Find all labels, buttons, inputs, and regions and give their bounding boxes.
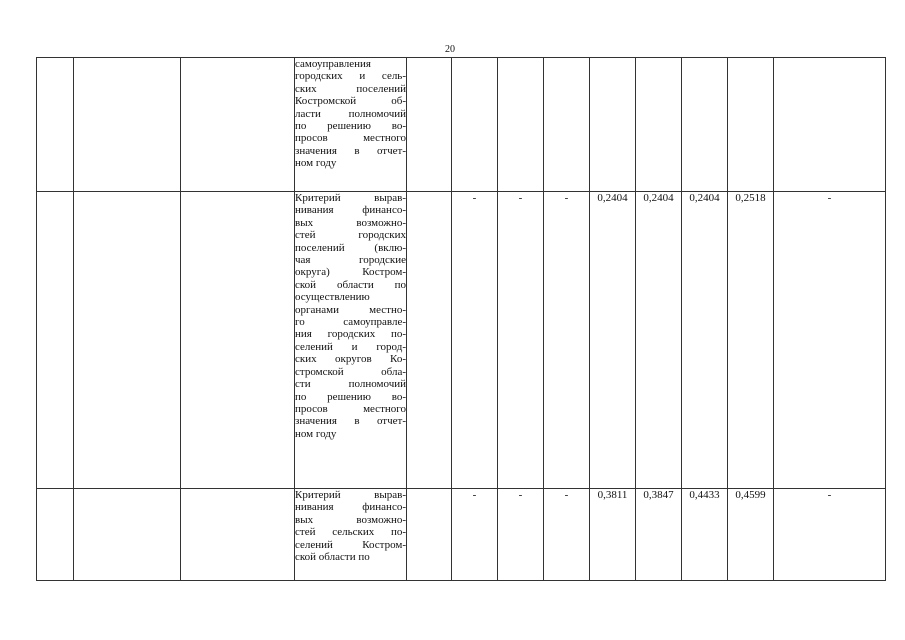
program-cell bbox=[181, 58, 295, 192]
criterion-line: самоуправления bbox=[295, 58, 371, 70]
value-cell bbox=[728, 58, 774, 192]
value-cell: - bbox=[498, 489, 544, 581]
criterion-cell bbox=[295, 192, 407, 489]
value-cell: - bbox=[544, 489, 590, 581]
note-cell: - bbox=[774, 192, 886, 489]
value-cell: 0,2518 bbox=[728, 192, 774, 489]
value-cell: - bbox=[452, 489, 498, 581]
criterion-line: Критерий вырав- bbox=[295, 192, 406, 204]
value-cell: 0,3811 bbox=[590, 489, 636, 581]
criterion-line: по решению во- bbox=[295, 120, 406, 133]
value-cell bbox=[636, 58, 682, 192]
criterion-cell bbox=[295, 489, 407, 581]
criterion-line: чая городские bbox=[295, 254, 406, 267]
criterion-line: ских округов Ко- bbox=[295, 353, 406, 366]
value-cell bbox=[407, 58, 452, 192]
number-cell bbox=[37, 192, 74, 489]
criterion-line: стей сельских по- bbox=[295, 526, 406, 539]
criterion-line: нивания финансо- bbox=[295, 501, 406, 514]
value-cell bbox=[590, 58, 636, 192]
value-cell: 0,3847 bbox=[636, 489, 682, 581]
criterion-line: ном году bbox=[295, 427, 337, 440]
value-cell: 0,2404 bbox=[636, 192, 682, 489]
criterion-line: вых возможно- bbox=[295, 216, 406, 229]
criterion-line: селений Костром- bbox=[295, 538, 406, 551]
criterion-line: поселений (вклю- bbox=[295, 241, 406, 254]
value-cell: - bbox=[452, 192, 498, 489]
value-cell bbox=[452, 58, 498, 192]
criterion-line: го самоуправле- bbox=[295, 316, 406, 329]
criterion-line: осуществлению bbox=[295, 291, 370, 304]
value-cell: 0,2404 bbox=[682, 192, 728, 489]
criterion-line: ласти полномочий bbox=[295, 107, 406, 120]
criterion-line: ской области по bbox=[295, 278, 406, 291]
criterion-line: городских и сель- bbox=[295, 70, 406, 83]
value-cell: 0,4433 bbox=[682, 489, 728, 581]
criterion-line: нивания финансо- bbox=[295, 204, 406, 217]
value-cell: 0,2404 bbox=[590, 192, 636, 489]
criterion-line: значения в отчет- bbox=[295, 415, 406, 428]
criterion-line: ном году bbox=[295, 157, 337, 170]
note-cell: - bbox=[774, 489, 886, 581]
criterion-line: сти полномочий bbox=[295, 378, 406, 391]
value-cell bbox=[682, 58, 728, 192]
page-number: 20 bbox=[445, 44, 455, 55]
indicator-table bbox=[36, 57, 886, 581]
number-cell bbox=[37, 58, 74, 192]
criterion-line: округа) Костром- bbox=[295, 266, 406, 279]
criterion-line: Критерий вырав- bbox=[295, 489, 406, 501]
criterion-line: по решению во- bbox=[295, 390, 406, 403]
criterion-line: ских поселений bbox=[295, 82, 406, 95]
value-cell bbox=[407, 192, 452, 489]
criterion-line: просов местного bbox=[295, 402, 406, 415]
criterion-line: просов местного bbox=[295, 132, 406, 145]
criterion-line: стромской обла- bbox=[295, 365, 406, 378]
name-cell bbox=[74, 192, 181, 489]
criterion-line: ской области по bbox=[295, 551, 370, 564]
criterion-line: значения в отчет- bbox=[295, 144, 406, 157]
table-row bbox=[37, 192, 886, 489]
program-cell bbox=[181, 489, 295, 581]
value-cell: 0,4599 bbox=[728, 489, 774, 581]
table-row bbox=[37, 58, 886, 192]
criterion-line: органами местно- bbox=[295, 303, 406, 316]
criterion-line: стей городских bbox=[295, 229, 406, 242]
criterion-line: вых возможно- bbox=[295, 513, 406, 526]
value-cell: - bbox=[498, 192, 544, 489]
number-cell bbox=[37, 489, 74, 581]
program-cell bbox=[181, 192, 295, 489]
criterion-line: ния городских по- bbox=[295, 328, 406, 341]
name-cell bbox=[74, 58, 181, 192]
value-cell bbox=[407, 489, 452, 581]
table-row bbox=[37, 489, 886, 581]
criterion-line: Костромской об- bbox=[295, 95, 406, 108]
criterion-cell bbox=[295, 58, 407, 192]
criterion-line: селений и город- bbox=[295, 340, 406, 353]
value-cell: - bbox=[544, 192, 590, 489]
value-cell bbox=[498, 58, 544, 192]
note-cell bbox=[774, 58, 886, 192]
name-cell bbox=[74, 489, 181, 581]
value-cell bbox=[544, 58, 590, 192]
